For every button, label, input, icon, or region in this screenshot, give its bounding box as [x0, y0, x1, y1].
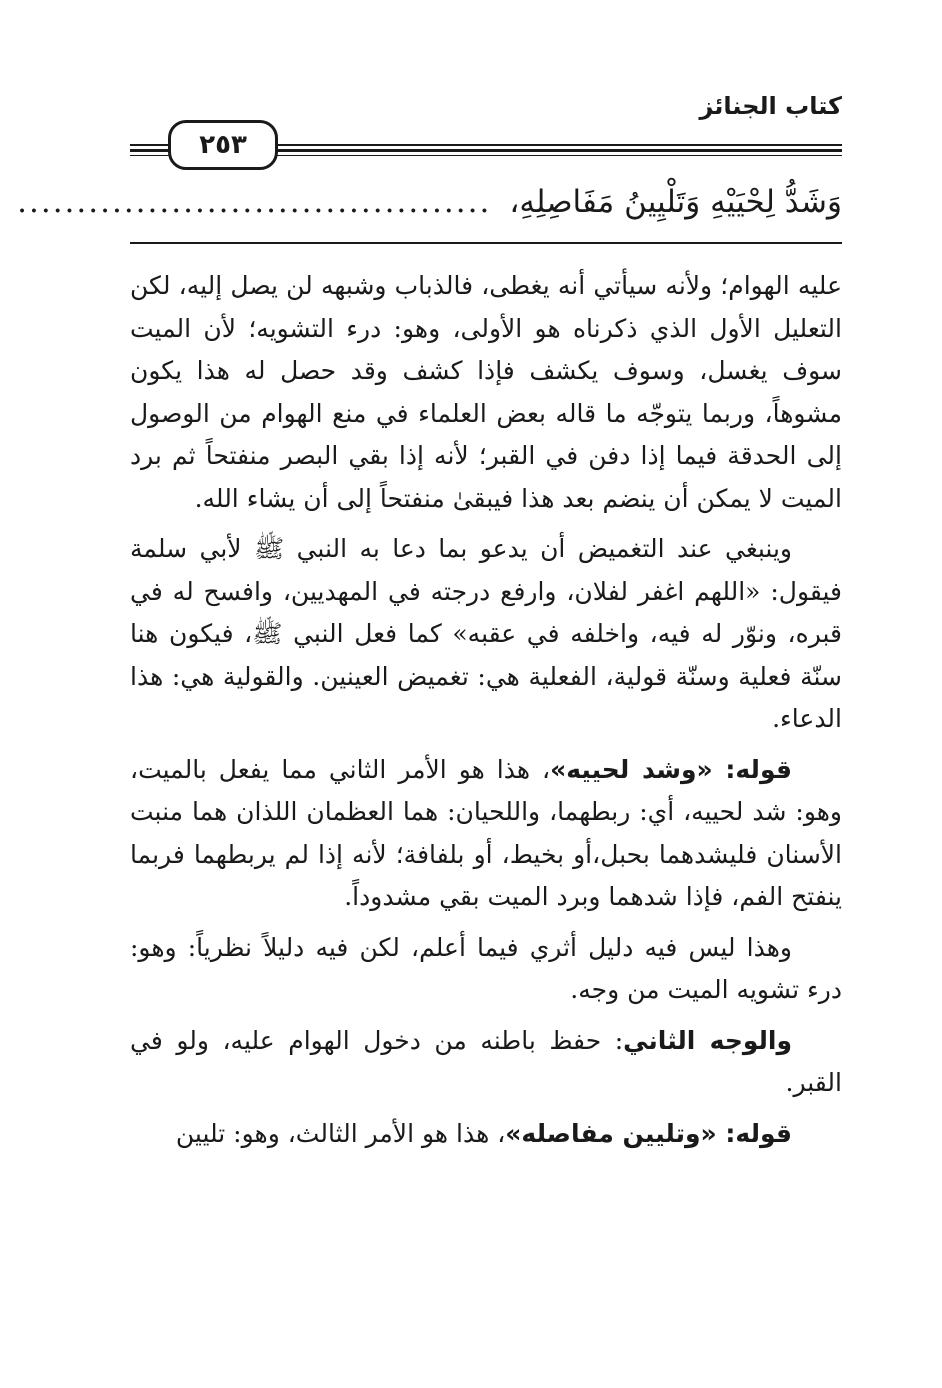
commentary-body	[130, 265, 842, 1163]
quote-lead: والوجه الثاني	[623, 1025, 792, 1055]
matn-text	[17, 180, 842, 224]
quote-lead: قوله: «وشد لحييه»	[550, 754, 792, 784]
paragraph: والوجه الثاني: حفظ باطنه من دخول الهوام عليه، ولو في القبر.	[130, 1025, 842, 1097]
quote-lead: قوله: «وتليين مفاصله»	[505, 1118, 792, 1148]
paragraph: قوله: «وتليين مفاصله»، هذا هو الأمر الثالث، وهو: تليين	[175, 1118, 792, 1148]
matn-dots: ........................................	[17, 184, 492, 220]
page-header	[120, 92, 842, 172]
matn-divider	[130, 242, 842, 244]
page-number: ٢٥٣	[168, 120, 278, 170]
paragraph: وهذا ليس فيه دليل أثري فيما أعلم، لكن فيه دليلاً نظرياً: وهو: درء تشويه الميت من وجه.	[130, 932, 842, 1004]
paragraph: عليه الهوام؛ ولأنه سيأتي أنه يغطى، فالذباب وشبهه لن يصل إليه، لكن التعليل الأول الذي ذكرناه هو الأولى، وهو: درء التشويه؛ لأن الميت سوف يغسل، وسوف يكشف فإذا كشف وقد حصل له هذا يكون مشوهاً، وربما يتوجّه ما قاله بعض العلماء في منع الهوام من الوصول إلى الحدقة فيما إذا دفن في القبر؛ لأنه إذا بقي البصر منفتحاً ثم برد الميت لا يمكن أن ينضم بعد هذا فيبقىٰ منفتحاً إلى أن يشاء الله.	[130, 271, 842, 513]
book-title: كتاب الجنائز	[699, 92, 842, 120]
paragraph: وينبغي عند التغميض أن يدعو بما دعا به النبي ﷺ لأبي سلمة فيقول: «اللهم اغفر لفلان، وارفع درجته في المهديين، وافسح له في قبره، ونوّر له فيه، واخلفه في عقبه» كما فعل النبي ﷺ، فيكون هنا سنّة فعلية وسنّة قولية، الفعلية هي: تغميض العينين. والقولية هي: هذا الدعاء.	[130, 534, 842, 733]
matn-line: وَشَدُّ لِحْيَيْهِ وَتَلْيِينُ مَفَاصِلِهِ،	[509, 184, 842, 220]
paragraph: قوله: «وشد لحييه»، هذا هو الأمر الثاني مما يفعل بالميت، وهو: شد لحييه، أي: ربطهما، واللحيان: هما العظمان اللذان هما منبت الأسنان فليشدهما بحبل،أو بخيط، أو بلفافة؛ لأنه إذا لم يربطهما فربما ينفتح الفم، فإذا شدهما وبرد الميت بقي مشدوداً.	[130, 754, 842, 911]
